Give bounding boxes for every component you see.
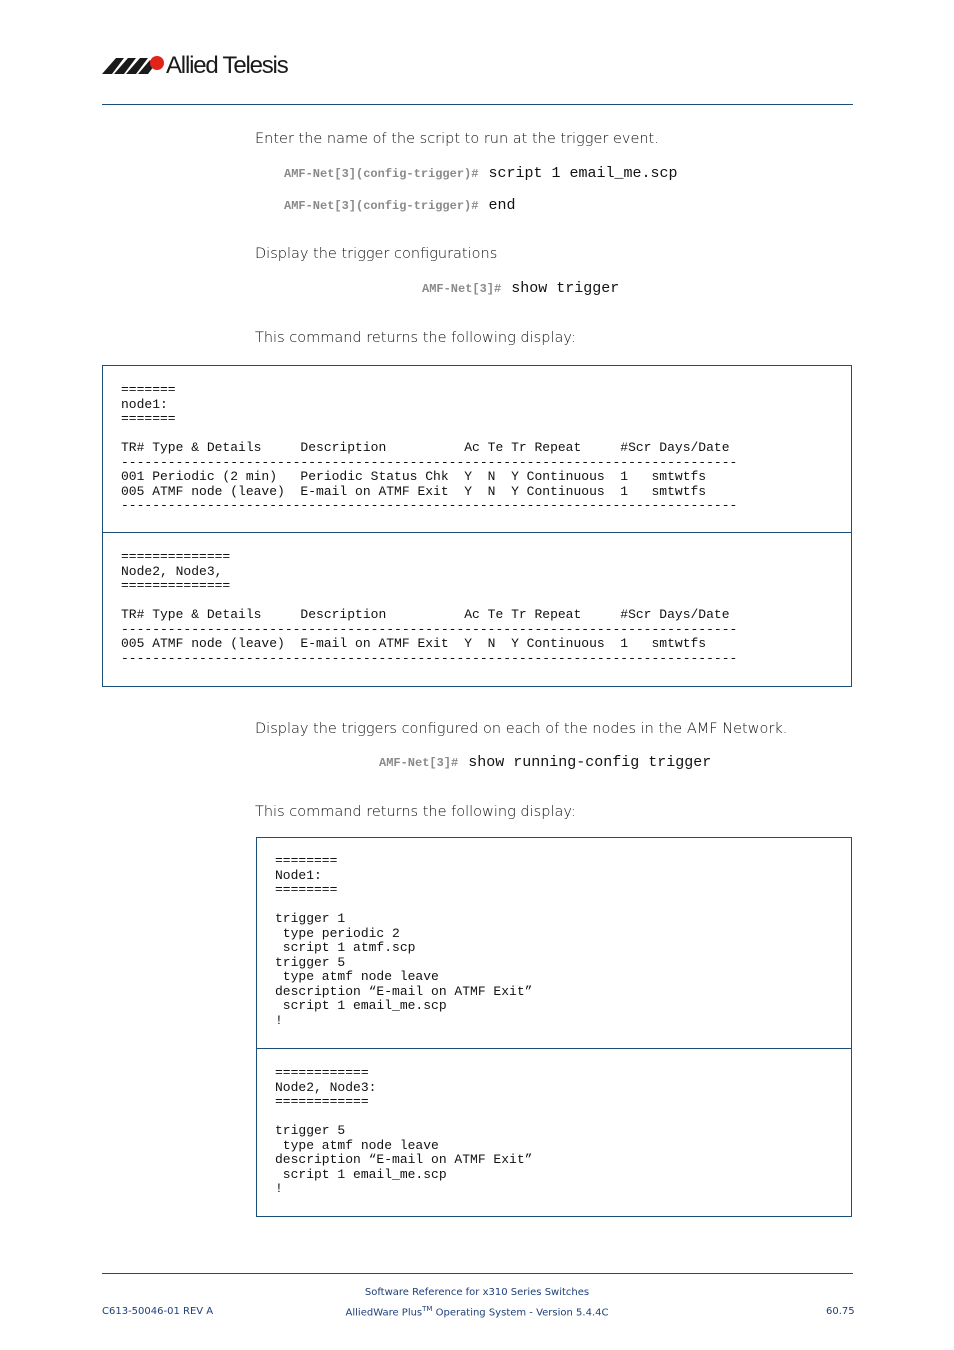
- footer-doc-id: C613-50046-01 REV A: [102, 1306, 214, 1317]
- cli-command: end: [488, 197, 516, 214]
- cli-command: show running-config trigger: [468, 754, 712, 771]
- footer-version: Operating System - Version 5.4.4C: [432, 1307, 609, 1319]
- cli-prompt: AMF-Net[3]#: [379, 756, 459, 770]
- paragraph-script-name: Enter the name of the script to run at the trigger event.: [255, 131, 659, 147]
- command-line-show-trigger: [422, 279, 619, 297]
- command-line-script: [284, 164, 677, 182]
- footer-rule: [102, 1273, 853, 1274]
- footer-page-number: 60.75: [826, 1306, 855, 1317]
- footer-title: Software Reference for x310 Series Switches: [364, 1287, 590, 1298]
- header-rule: [102, 104, 853, 105]
- output-box-running-config: [256, 837, 852, 1217]
- allied-telesis-logo-icon: [102, 52, 166, 82]
- output-box-show-trigger: [102, 365, 852, 687]
- paragraph-display-trigger: Display the trigger configurations: [255, 246, 498, 262]
- cli-command: script 1 email_me.scp: [488, 165, 678, 182]
- command-line-end: [284, 196, 515, 214]
- trademark: TM: [422, 1305, 433, 1313]
- cli-prompt: AMF-Net[3](config-trigger)#: [284, 199, 479, 213]
- footer-product: AlliedWare Plus: [345, 1307, 423, 1319]
- output-node1: ======= node1: ======= TR# Type & Details Description Ac Te Tr Repeat #Scr Days/Date ------------------------------------------------------------------------------- 001 Periodic (2 min) Periodic Status Chk Y N Y Continuous 1 smtwtfs 005 ATMF node (leave) E-mail on ATMF Exit Y N Y Continuous 1 smtwtfs -------------------------------------------------------------------------------: [121, 382, 738, 513]
- command-line-show-running-config: [379, 753, 711, 771]
- box-divider: [103, 532, 851, 533]
- brand-name: Allied Telesis: [166, 52, 288, 79]
- output-node2-node3-config: ============ Node2, Node3: ============ trigger 5 type atmf node leave description “E-mail on ATMF Exit” script 1 email_me.scp !: [275, 1065, 533, 1196]
- paragraph-returns-display: This command returns the following display:: [255, 330, 576, 346]
- paragraph-returns-display-2: This command returns the following display:: [255, 804, 576, 820]
- cli-prompt: AMF-Net[3](config-trigger)#: [284, 167, 479, 181]
- cli-prompt: AMF-Net[3]#: [422, 282, 502, 296]
- output-node1-config: ======== Node1: ======== trigger 1 type periodic 2 script 1 atmf.scp trigger 5 type atmf node leave description “E-mail on ATMF Exit” script 1 email_me.scp !: [275, 853, 533, 1028]
- allied-telesis-logo: [102, 52, 302, 82]
- cli-command: show trigger: [511, 280, 620, 297]
- output-node2-node3: ============== Node2, Node3, ============== TR# Type & Details Description Ac Te Tr Repeat #Scr Days/Date ------------------------------------------------------------------------------- 005 ATMF node (leave) E-mail on ATMF Exit Y N Y Continuous 1 smtwtfs -------------------------------------------------------------------------------: [121, 549, 738, 666]
- paragraph-display-nodes: Display the triggers configured on each of the nodes in the AMF Network.: [255, 721, 788, 737]
- box-divider: [257, 1048, 851, 1049]
